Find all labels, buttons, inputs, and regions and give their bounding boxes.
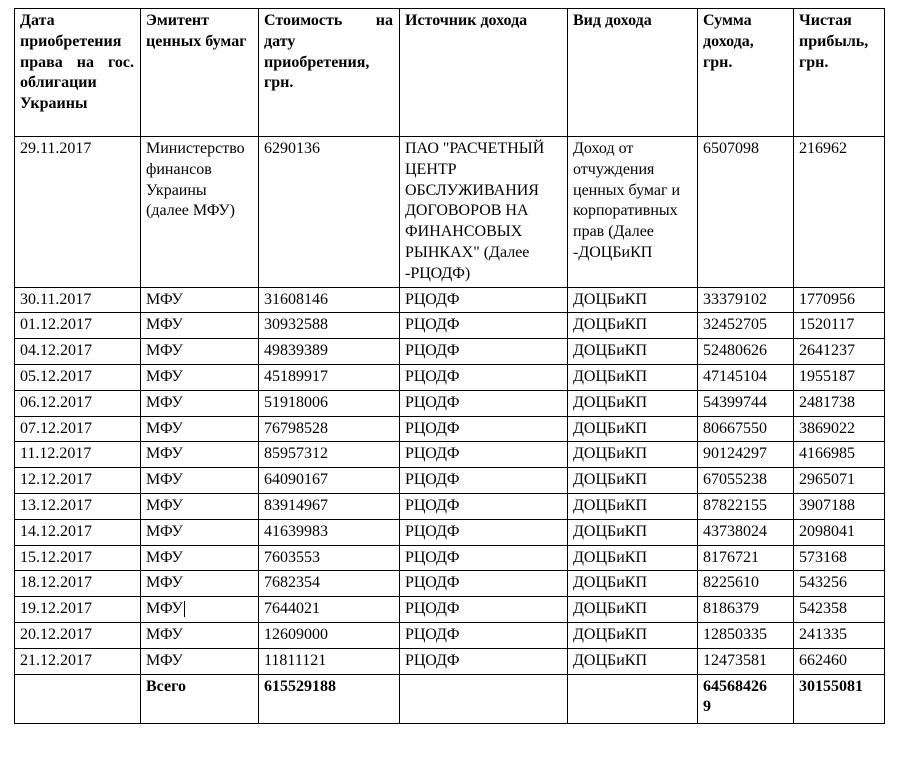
table-cell[interactable]: ДОЦБиКП <box>568 339 698 365</box>
table-cell[interactable]: 11811121 <box>259 648 400 674</box>
table-row <box>15 468 885 494</box>
table-cell[interactable]: МФУ <box>141 571 259 597</box>
header-cell[interactable]: Эмитент ценных бумаг <box>141 9 259 137</box>
table-cell[interactable]: 2481738 <box>794 390 885 416</box>
table-cell[interactable]: РЦОДФ <box>400 597 568 623</box>
table-cell[interactable]: 32452705 <box>698 313 794 339</box>
total-cell[interactable]: 615529188 <box>259 674 400 723</box>
table-cell[interactable]: 8186379 <box>698 597 794 623</box>
table-cell[interactable]: МФУ <box>141 493 259 519</box>
table-row <box>15 648 885 674</box>
table-cell[interactable]: РЦОДФ <box>400 416 568 442</box>
table-cell[interactable]: 7644021 <box>259 597 400 623</box>
table-cell[interactable]: МФУ <box>141 622 259 648</box>
table-row <box>15 519 885 545</box>
table-cell[interactable]: МФУ <box>141 545 259 571</box>
table-cell[interactable]: 47145104 <box>698 364 794 390</box>
table-cell[interactable]: 13.12.2017 <box>15 493 141 519</box>
table-row <box>15 339 885 365</box>
table-cell[interactable]: 4166985 <box>794 442 885 468</box>
table-cell[interactable]: 45189917 <box>259 364 400 390</box>
table-cell[interactable]: ДОЦБиКП <box>568 622 698 648</box>
table-cell[interactable]: 11.12.2017 <box>15 442 141 468</box>
table-cell[interactable]: 19.12.2017 <box>15 597 141 623</box>
table-cell[interactable]: 87822155 <box>698 493 794 519</box>
table-cell[interactable]: 04.12.2017 <box>15 339 141 365</box>
total-cell[interactable]: Всего <box>141 674 259 723</box>
table-row <box>15 416 885 442</box>
table-cell[interactable]: ДОЦБиКП <box>568 648 698 674</box>
table-cell[interactable]: ДОЦБиКП <box>568 364 698 390</box>
table-cell[interactable]: 3869022 <box>794 416 885 442</box>
table-cell[interactable]: 14.12.2017 <box>15 519 141 545</box>
header-cell[interactable]: Вид дохода <box>568 9 698 137</box>
table-cell[interactable]: 85957312 <box>259 442 400 468</box>
header-cell[interactable]: Чистая прибыль, грн. <box>794 9 885 137</box>
total-cell[interactable] <box>15 674 141 723</box>
table-cell[interactable]: 2098041 <box>794 519 885 545</box>
table-row <box>15 364 885 390</box>
total-cell[interactable]: 645684269 <box>698 674 794 723</box>
table-cell[interactable]: 2641237 <box>794 339 885 365</box>
table-cell[interactable]: 33379102 <box>698 287 794 313</box>
table-cell[interactable]: 29.11.2017 <box>15 137 141 288</box>
table-row <box>15 493 885 519</box>
table-cell[interactable]: МФУ <box>141 648 259 674</box>
table-cell[interactable]: 06.12.2017 <box>15 390 141 416</box>
table-body <box>15 137 885 724</box>
table-cell[interactable]: 43738024 <box>698 519 794 545</box>
table-cell[interactable]: 64090167 <box>259 468 400 494</box>
header-cell[interactable]: Сумма дохода, грн. <box>698 9 794 137</box>
header-cell[interactable]: Стоимость на дату приобретения, грн. <box>259 9 400 137</box>
table-cell[interactable]: 07.12.2017 <box>15 416 141 442</box>
table-row <box>15 571 885 597</box>
table-cell[interactable]: ДОЦБиКП <box>568 545 698 571</box>
table-row <box>15 597 885 623</box>
table-cell[interactable]: МФУ <box>141 313 259 339</box>
total-row <box>15 674 885 723</box>
table-cell[interactable]: 6507098 <box>698 137 794 288</box>
table-cell[interactable]: РЦОДФ <box>400 364 568 390</box>
table-cell[interactable]: РЦОДФ <box>400 468 568 494</box>
table-row <box>15 622 885 648</box>
table-cell[interactable]: 1955187 <box>794 364 885 390</box>
table-cell[interactable]: МФУ <box>141 339 259 365</box>
table-cell[interactable]: ДОЦБиКП <box>568 442 698 468</box>
table-cell[interactable]: 76798528 <box>259 416 400 442</box>
table-cell[interactable]: МФУ <box>141 519 259 545</box>
total-cell[interactable] <box>568 674 698 723</box>
table-cell[interactable]: МФУ <box>141 364 259 390</box>
table-cell[interactable]: РЦОДФ <box>400 545 568 571</box>
table-cell[interactable]: РЦОДФ <box>400 622 568 648</box>
table-row <box>15 137 885 288</box>
table-cell[interactable]: МФУ <box>141 442 259 468</box>
table-cell[interactable]: ДОЦБиКП <box>568 416 698 442</box>
table-cell[interactable]: 01.12.2017 <box>15 313 141 339</box>
table-cell[interactable]: РЦОДФ <box>400 571 568 597</box>
table-cell[interactable]: 7603553 <box>259 545 400 571</box>
table-cell[interactable]: РЦОДФ <box>400 493 568 519</box>
table-cell[interactable]: 12850335 <box>698 622 794 648</box>
table-cell[interactable]: РЦОДФ <box>400 390 568 416</box>
table-cell[interactable]: 662460 <box>794 648 885 674</box>
table-cell[interactable]: 3907188 <box>794 493 885 519</box>
table-cell[interactable]: 80667550 <box>698 416 794 442</box>
table-cell[interactable]: ДОЦБиКП <box>568 287 698 313</box>
table-cell[interactable]: 573168 <box>794 545 885 571</box>
table-cell[interactable]: ДОЦБиКП <box>568 597 698 623</box>
table-cell[interactable]: 41639983 <box>259 519 400 545</box>
table-cell[interactable]: 8225610 <box>698 571 794 597</box>
table-cell[interactable]: ДОЦБиКП <box>568 313 698 339</box>
table-cell[interactable]: 7682354 <box>259 571 400 597</box>
table-cell[interactable]: МФУ <box>141 287 259 313</box>
total-cell[interactable] <box>400 674 568 723</box>
table-row <box>15 313 885 339</box>
table-row <box>15 287 885 313</box>
table-cell[interactable]: 8176721 <box>698 545 794 571</box>
table-cell[interactable]: 52480626 <box>698 339 794 365</box>
table-cell[interactable]: 542358 <box>794 597 885 623</box>
table-cell[interactable]: ДОЦБиКП <box>568 571 698 597</box>
table-cell[interactable]: 21.12.2017 <box>15 648 141 674</box>
table-cell[interactable]: 241335 <box>794 622 885 648</box>
table-cell[interactable]: 2965071 <box>794 468 885 494</box>
table-cell[interactable]: ДОЦБиКП <box>568 468 698 494</box>
table-cell[interactable]: 83914967 <box>259 493 400 519</box>
table-cell[interactable]: 67055238 <box>698 468 794 494</box>
table-cell[interactable]: Доход от отчуждения ценных бумаг и корпоративных прав (Далее -ДОЦБиКП <box>568 137 698 288</box>
header-row <box>15 9 885 137</box>
text-cursor <box>184 601 185 617</box>
table-cell[interactable]: 543256 <box>794 571 885 597</box>
table-cell[interactable]: 6290136 <box>259 137 400 288</box>
table-cell[interactable]: МФУ <box>141 390 259 416</box>
bonds-income-table <box>14 8 885 724</box>
table-cell[interactable]: 12473581 <box>698 648 794 674</box>
table-cell[interactable]: ПАО "РАСЧЕТНЫЙ ЦЕНТР ОБСЛУЖИВАНИЯ ДОГОВОРОВ НА ФИНАНСОВЫХ РЫНКАХ" (Далее -РЦОДФ) <box>400 137 568 288</box>
table-cell[interactable]: РЦОДФ <box>400 339 568 365</box>
table-cell[interactable]: 90124297 <box>698 442 794 468</box>
header-cell[interactable]: Дата приобретения права на гос. облигации Украины <box>15 9 141 137</box>
table-cell[interactable]: 12609000 <box>259 622 400 648</box>
total-cell[interactable]: 30155081 <box>794 674 885 723</box>
table-cell[interactable]: 18.12.2017 <box>15 571 141 597</box>
table-cell[interactable]: Министерство финансов Украины (далее МФУ) <box>141 137 259 288</box>
table-cell[interactable]: 216962 <box>794 137 885 288</box>
table-row <box>15 545 885 571</box>
table-cell[interactable]: МФУ <box>141 597 259 623</box>
table-cell[interactable]: 05.12.2017 <box>15 364 141 390</box>
table-cell[interactable]: 31608146 <box>259 287 400 313</box>
table-cell[interactable]: 51918006 <box>259 390 400 416</box>
table-cell[interactable]: 15.12.2017 <box>15 545 141 571</box>
table-cell[interactable]: 12.12.2017 <box>15 468 141 494</box>
table-cell[interactable]: РЦОДФ <box>400 648 568 674</box>
table-cell[interactable]: 20.12.2017 <box>15 622 141 648</box>
table-cell[interactable]: ДОЦБиКП <box>568 493 698 519</box>
table-row <box>15 442 885 468</box>
table-cell[interactable]: МФУ <box>141 468 259 494</box>
table-cell[interactable]: 54399744 <box>698 390 794 416</box>
header-cell[interactable]: Источник дохода <box>400 9 568 137</box>
table-cell[interactable]: РЦОДФ <box>400 287 568 313</box>
table-cell[interactable]: 49839389 <box>259 339 400 365</box>
table-cell[interactable]: ДОЦБиКП <box>568 390 698 416</box>
table-cell[interactable]: 1770956 <box>794 287 885 313</box>
table-cell[interactable]: РЦОДФ <box>400 519 568 545</box>
table-cell[interactable]: РЦОДФ <box>400 313 568 339</box>
table-cell[interactable]: РЦОДФ <box>400 442 568 468</box>
table-cell[interactable]: 30.11.2017 <box>15 287 141 313</box>
table-cell[interactable]: 30932588 <box>259 313 400 339</box>
table-cell[interactable]: ДОЦБиКП <box>568 519 698 545</box>
table-row <box>15 390 885 416</box>
table-cell[interactable]: 1520117 <box>794 313 885 339</box>
table-cell[interactable]: МФУ <box>141 416 259 442</box>
